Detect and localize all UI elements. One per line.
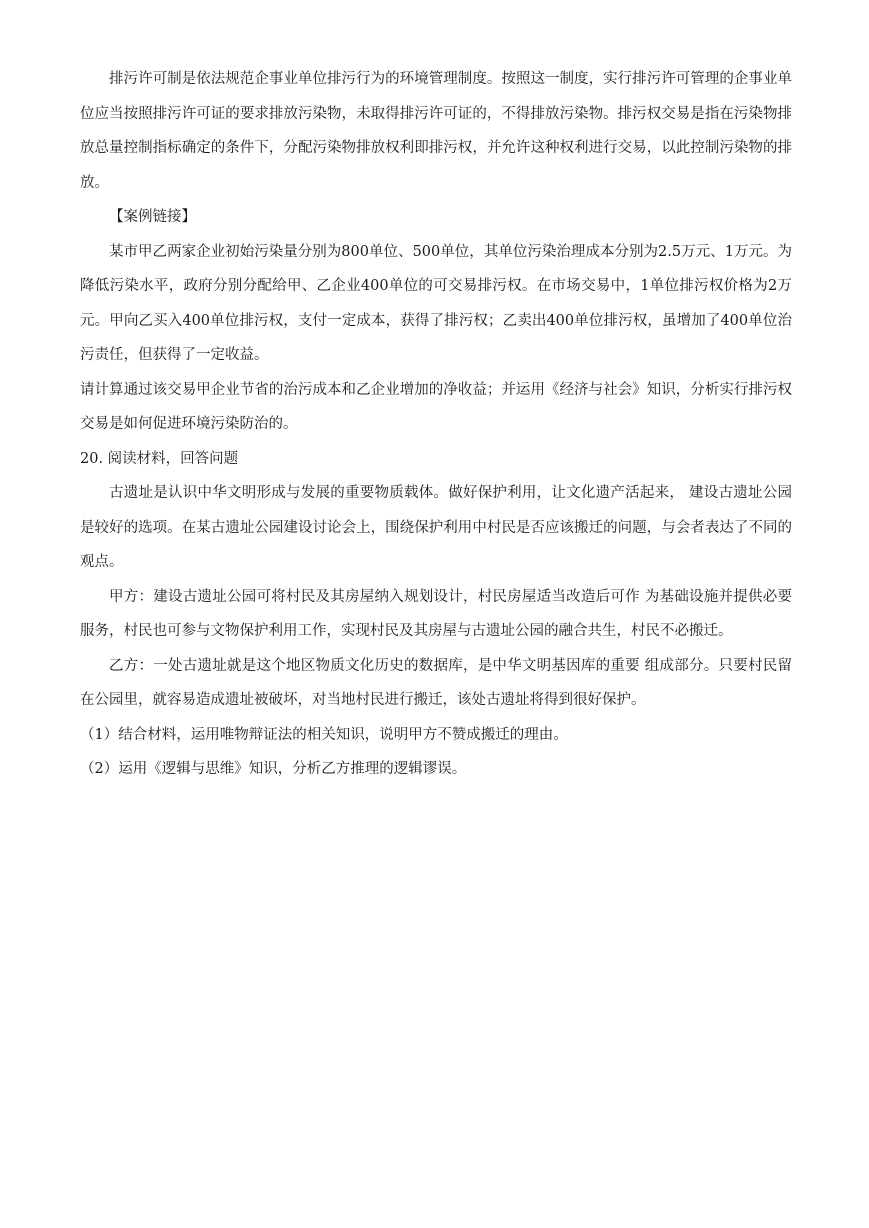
party-b-paragraph: 乙方：一处古遗址就是这个地区物质文化历史的数据库，是中华文明基因库的重要 组成部分。只要村民留在公园里，就容易造成遗址被破坏，对当地村民进行搬迁，该处古遗址将得到很好保护。 <box>80 657 792 708</box>
intro-paragraph: 排污许可制是依法规范企事业单位排污行为的环境管理制度。按照这一制度，实行排污许可管理的企事业单位应当按照排污许可证的要求排放污染物，未取得排污许可证的，不得排放污染物。排污权交易是指在污染物排放总量控制指标确定的条件下，分配污染物排放权利即排污权，并允许这种权利进行交易，以此控制污染物的排放。 <box>80 71 792 191</box>
question-20-heading: 20. 阅读材料，回答问题 <box>80 450 239 467</box>
sub-question-2: （2）运用《逻辑与思维》知识，分析乙方推理的逻辑谬误。 <box>80 761 467 777</box>
question-19-text: 请计算通过该交易甲企业节省的治污成本和乙企业增加的净收益；并运用《经济与社会》知识，分析实行排污权交易是如何促进环境污染防治的。 <box>80 381 792 432</box>
sub-question-1: （1）结合材料，运用唯物辩证法的相关知识，说明甲方不赞成搬迁的理由。 <box>80 726 568 743</box>
case-heading: 【案例链接】 <box>109 209 196 225</box>
document-page <box>80 62 792 787</box>
material-paragraph: 古遗址是认识中华文明形成与发展的重要物质载体。做好保护利用，让文化遗产活起来， 建设古遗址公园是较好的选项。在某古遗址公园建设讨论会上，围绕保护利用中村民是否应该搬迁的问题，与会者表达了不同的观点。 <box>80 485 792 570</box>
case-paragraph: 某市甲乙两家企业初始污染量分别为800单位、500单位，其单位污染治理成本分别为2.5万元、1万元。为降低污染水平，政府分别分配给甲、乙企业400单位的可交易排污权。在市场交易中，1单位排污权价格为2万元。甲向乙买入400单位排污权，支付一定成本，获得了排污权；乙卖出400单位排污权，虽增加了400单位治污责任，但获得了一定收益。 <box>80 243 792 363</box>
party-a-paragraph: 甲方：建设古遗址公园可将村民及其房屋纳入规划设计，村民房屋适当改造后可作 为基础设施并提供必要服务，村民也可参与文物保护利用工作，实现村民及其房屋与古遗址公园的融合共生，村民不必搬迁。 <box>80 588 792 639</box>
